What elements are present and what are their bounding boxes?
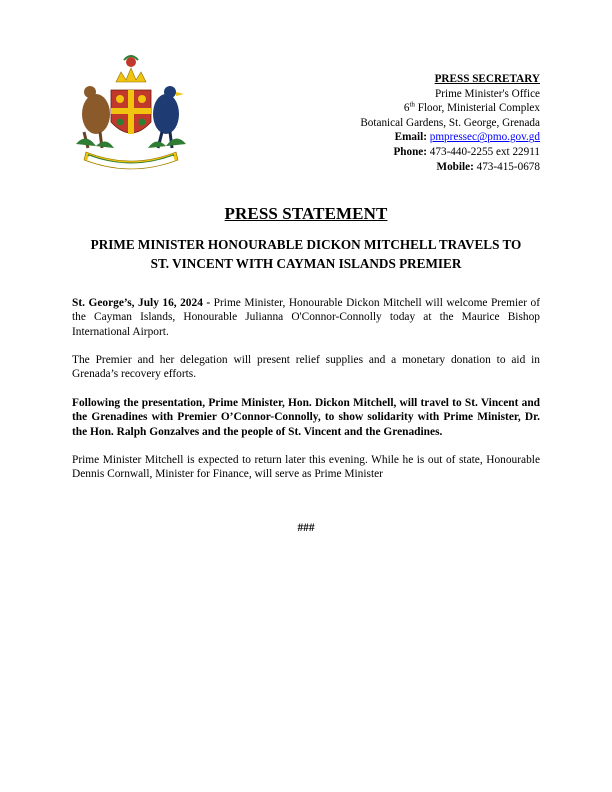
paragraph-2: The Premier and her delegation will present relief supplies and a monetary donation to aid in Grenada’s recovery efforts. xyxy=(72,354,540,381)
paragraph-4: Prime Minister Mitchell is expected to return later this evening. While he is out of state, Honourable Dennis Cornwall, Minister for Finance, will serve as Prime Minister xyxy=(72,454,540,481)
contact-email-row xyxy=(280,130,540,145)
paragraph-1-body: Prime Minister, Honourable Dickon Mitchell will welcome Premier of the Cayman Islands, Honourable Julianna O'Connor-Connolly today at the Maurice Bishop International Airport. xyxy=(72,297,540,338)
contact-mobile-row xyxy=(280,160,540,175)
mobile-label: Mobile: xyxy=(436,160,474,173)
paragraph-1 xyxy=(72,296,540,339)
phone-label: Phone: xyxy=(393,145,427,158)
paragraph-3: Following the presentation, Prime Minister, Hon. Dickon Mitchell, will travel to St. Vincent and the Grenadines with Premier O’Connor-Connolly, to show solidarity with Prime Minister, Dr. the Hon. Ralph Gonzalves and the people of St. Vincent and the Grenadines. xyxy=(72,397,540,438)
headline xyxy=(72,235,540,273)
floor-suffix: th xyxy=(409,100,415,109)
contact-block xyxy=(280,72,540,174)
contact-phone-row xyxy=(280,145,540,160)
floor-number: 6 xyxy=(403,102,410,115)
end-mark: ### xyxy=(297,522,315,534)
dateline: St. George’s, July 16, 2024 - xyxy=(72,297,211,309)
grenada-coat-of-arms-logo xyxy=(66,52,196,172)
document-heading: PRESS STATEMENT xyxy=(224,204,388,223)
email-label: Email: xyxy=(394,131,427,144)
headline-line-2: ST. VINCENT WITH CAYMAN ISLANDS PREMIER xyxy=(150,256,462,271)
phone-value: 473-440-2255 ext 22911 xyxy=(429,145,540,158)
headline-line-1: PRIME MINISTER HONOURABLE DICKON MITCHELL TRAVELS TO xyxy=(90,237,522,252)
contact-office: Prime Minister's Office xyxy=(435,87,540,100)
floor-rest: Floor, Ministerial Complex xyxy=(414,102,540,115)
contact-floor xyxy=(280,101,540,116)
contact-title: PRESS SECRETARY xyxy=(434,73,540,85)
mobile-value: 473-415-0678 xyxy=(476,160,540,173)
contact-address: Botanical Gardens, St. George, Grenada xyxy=(360,116,540,129)
email-link[interactable]: pmpressec@pmo.gov.gd xyxy=(429,131,540,144)
